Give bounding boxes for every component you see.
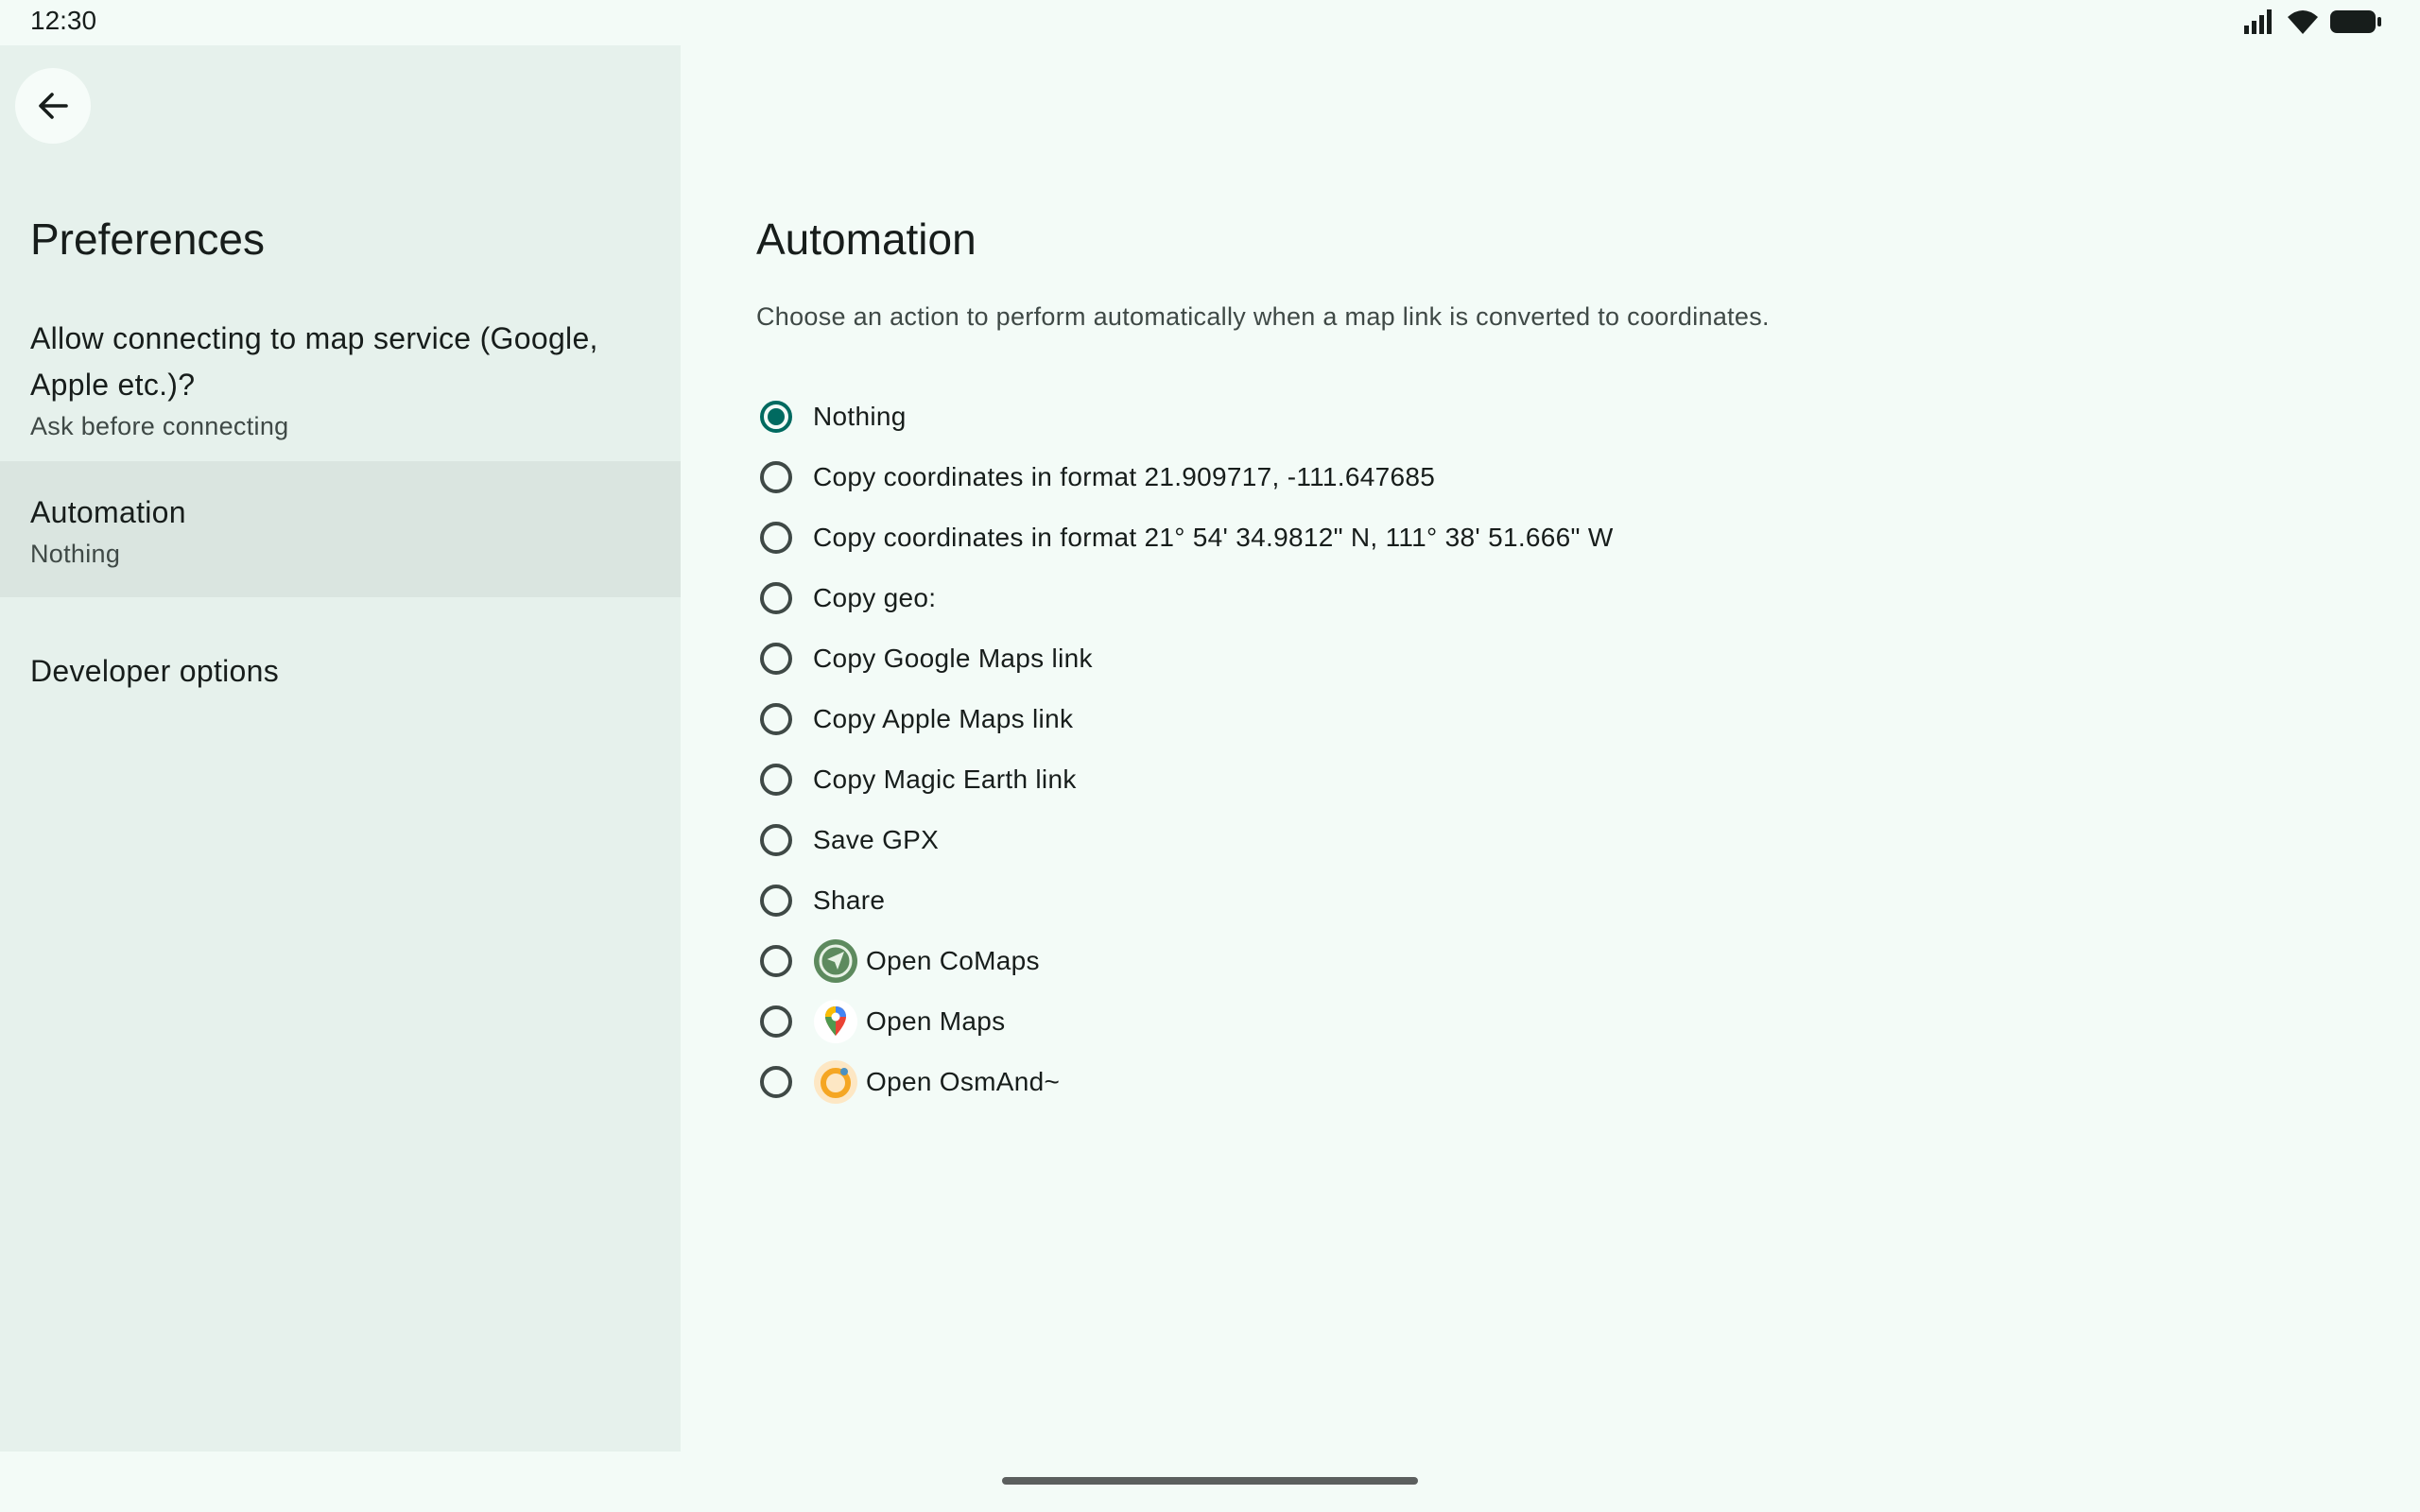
pref-item-title: Automation — [30, 495, 186, 529]
option-copy-coordinates-decimal[interactable] — [756, 447, 2080, 507]
option-share[interactable] — [756, 870, 2080, 931]
radio-button[interactable] — [760, 1005, 792, 1038]
preferences-sidebar — [0, 45, 681, 1452]
option-save-gpx[interactable] — [756, 810, 2080, 870]
automation-options — [756, 387, 2080, 1112]
osmand-app-icon — [813, 1059, 858, 1105]
option-label: Copy Magic Earth link — [813, 765, 1077, 794]
radio-button[interactable] — [760, 582, 792, 614]
option-open-maps[interactable] — [756, 991, 2080, 1052]
radio-button[interactable] — [760, 522, 792, 554]
status-icons — [2242, 8, 2382, 36]
arrow-back-icon — [34, 87, 72, 125]
radio-button[interactable] — [760, 824, 792, 856]
home-indicator[interactable] — [1002, 1477, 1418, 1485]
option-label: Save GPX — [813, 825, 940, 854]
radio-button[interactable] — [760, 1066, 792, 1098]
comaps-app-icon — [813, 938, 858, 984]
option-label: Copy Apple Maps link — [813, 704, 1074, 733]
pref-item-automation[interactable] — [0, 461, 681, 597]
battery-icon — [2329, 8, 2382, 36]
option-nothing[interactable] — [756, 387, 2080, 447]
option-label: Open CoMaps — [866, 946, 1040, 975]
google-maps-app-icon — [813, 999, 858, 1044]
back-button[interactable] — [15, 68, 91, 144]
status-bar — [0, 0, 2420, 45]
option-copy-apple-maps-link[interactable] — [756, 689, 2080, 749]
pref-item-summary: Ask before connecting — [30, 412, 289, 440]
radio-button[interactable] — [760, 461, 792, 493]
pref-item-summary: Nothing — [30, 540, 121, 568]
radio-button-selected[interactable] — [760, 401, 792, 433]
option-label: Share — [813, 885, 886, 915]
radio-button[interactable] — [760, 764, 792, 796]
radio-button[interactable] — [760, 885, 792, 917]
pref-item-developer-options[interactable] — [0, 648, 681, 695]
option-open-comaps[interactable] — [756, 931, 2080, 991]
sidebar-title: Preferences — [30, 215, 266, 264]
option-open-osmand[interactable] — [756, 1052, 2080, 1112]
option-copy-google-maps-link[interactable] — [756, 628, 2080, 689]
status-time: 12:30 — [30, 6, 97, 35]
pref-item-title: Allow connecting to map service (Google, Apple etc.)? — [30, 321, 598, 402]
option-copy-magic-earth-link[interactable] — [756, 749, 2080, 810]
wifi-icon — [2286, 8, 2320, 36]
page-title: Automation — [756, 215, 977, 264]
option-copy-geo[interactable] — [756, 568, 2080, 628]
signal-icon — [2242, 8, 2276, 36]
option-label: Open OsmAnd~ — [866, 1067, 1061, 1096]
radio-button[interactable] — [760, 703, 792, 735]
pref-item-connect-map-service[interactable] — [0, 316, 681, 444]
radio-button[interactable] — [760, 945, 792, 977]
option-label: Nothing — [813, 402, 907, 431]
radio-button[interactable] — [760, 643, 792, 675]
option-label: Copy coordinates in format 21° 54' 34.9812" N, 111° 38' 51.666" W — [813, 523, 1614, 552]
option-label: Copy geo: — [813, 583, 937, 612]
option-label: Copy coordinates in format 21.909717, -111.647685 — [813, 462, 1436, 491]
option-copy-coordinates-dms[interactable] — [756, 507, 2080, 568]
option-label: Copy Google Maps link — [813, 644, 1093, 673]
option-label: Open Maps — [866, 1006, 1006, 1036]
page-description: Choose an action to perform automatically when a map link is converted to coordinates. — [756, 302, 1770, 331]
pref-item-title: Developer options — [30, 654, 280, 688]
